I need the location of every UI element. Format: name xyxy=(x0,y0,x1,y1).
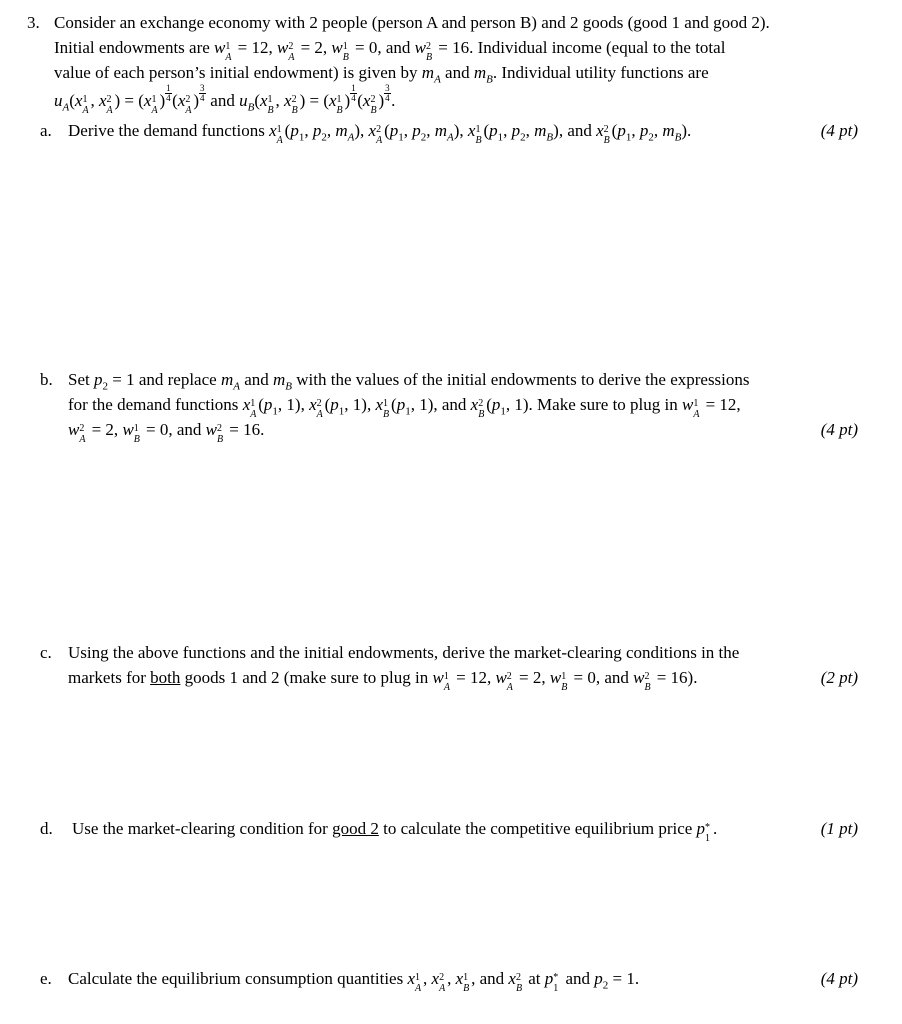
part-c-label: c. xyxy=(40,643,52,662)
part-d-points: (1 pt) xyxy=(820,819,858,838)
intro-line-3: value of each person’s initial endowment) is given by $m_A$ and $m_B$. Individual utility functions are xyxy=(54,63,709,86)
part-c-line-2: markets for both goods 1 and 2 (make sure to plug in w 1 A = 12, w 2 A = 2, w 1 B = 0, and w 2 B = 16). xyxy=(68,668,698,693)
intro-line-2: Initial endowments are w 1 A = 12, w 2 A = 2, w 1 B = 0, and w 2 B = 16. Individual income (equal to the total xyxy=(54,38,726,63)
part-e-text: Calculate the equilibrium consumption quantities x 1 A , x 2 A , x 1 B , and x 2 B at p * 1 and $p_2 = 1$. xyxy=(68,969,640,994)
part-c-points: (2 pt) xyxy=(820,668,858,687)
endowment-wB1: 0 xyxy=(368,38,378,57)
part-d-text: Use the market-clearing condition for good 2 to calculate the competitive equilibrium price p * 1 . xyxy=(72,819,718,844)
part-c-line-1: Using the above functions and the initial endowments, derive the market-clearing conditions in the xyxy=(68,643,740,662)
endowment-wA2: 2 xyxy=(314,38,323,57)
part-a-points: (4 pt) xyxy=(820,121,858,140)
part-b-line-1: Set $p_2 = 1$ and replace $m_A$ and $m_B$ with the values of the initial endowments to derive the expressions xyxy=(68,370,750,393)
part-b-line-3: w 2 A = 2, w 1 B = 0, and w 2 B = 16. xyxy=(68,420,265,445)
question-number: 3. xyxy=(27,13,40,32)
intro-line-1: Consider an exchange economy with 2 people (person A and person B) and 2 goods (good 1 and good 2). xyxy=(54,13,770,32)
part-b-points: (4 pt) xyxy=(820,420,858,439)
part-b-label: b. xyxy=(40,370,53,389)
part-a-text: Derive the demand functions x 1 A ($p_1$, $p_2$, $m_A$), x 2 A ($p_1$, $p_2$, $m_A$), x 1 B ($p_1$, $p_2$, $m_B$), and x 2 B ($p_1$, $p_2$, $m_B$). xyxy=(68,121,692,146)
part-a-label: a. xyxy=(40,121,52,140)
part-d-label: d. xyxy=(40,819,53,838)
part-e-points: (4 pt) xyxy=(820,969,858,988)
utility-functions: $u_A(x$ 1 A , x 2 A ) = (x 1 A ) $\frac{1}{4}$ (x 2 A ) $\frac{3}{4}$ and $u_B(x$ 1 B , x 2 B ) = (x 1 B ) $\frac{1}{4}$ (x 2 B ) $\frac{3}{4}$ . xyxy=(54,83,396,116)
part-b-line-2: for the demand functions x 1 A ($p_1$, 1), x 2 A ($p_1$, 1), x 1 B ($p_1$, 1), and x 2 B ($p_1$, 1). Make sure to plug in w 1 A = 12, xyxy=(68,395,741,420)
endowment-wB2: 16 xyxy=(452,38,470,57)
part-e-label: e. xyxy=(40,969,52,988)
endowment-wA1: 12 xyxy=(251,38,269,57)
good-2-underline: good 2 xyxy=(332,819,379,838)
